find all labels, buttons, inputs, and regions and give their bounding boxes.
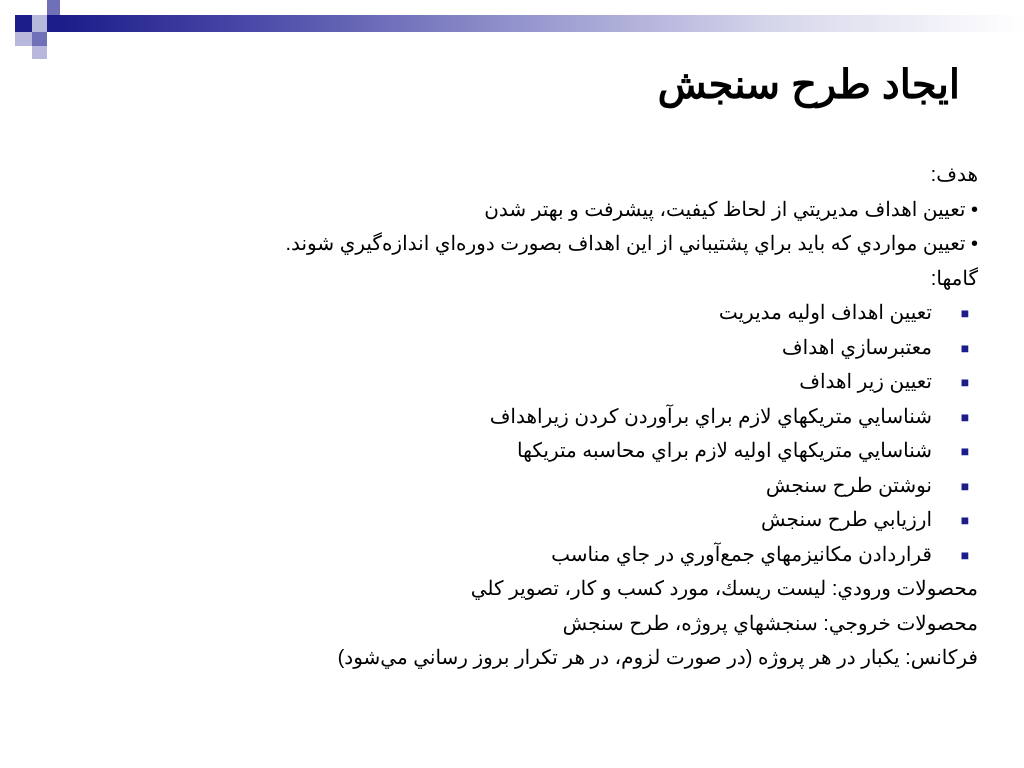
square-bullet-icon: ■ <box>960 374 970 390</box>
square-bullet-icon: ■ <box>960 408 970 425</box>
goal-heading: هدف: <box>930 164 978 186</box>
header-gradient-bar <box>60 15 1024 32</box>
square-bullet-icon: ■ <box>960 443 970 459</box>
slide-title: ايجاد طرح سنجش <box>657 63 960 107</box>
slide-body <box>78 158 978 676</box>
output-products: محصولات خروجي: سنجشهاي پروژه، طرح سنجش <box>562 612 978 635</box>
step-text: شناسايي متريكهاي لازم براي برآوردن كردن زيراهداف <box>489 405 932 428</box>
decor-square <box>47 15 60 32</box>
square-bullet-icon: ■ <box>960 546 970 563</box>
decor-square <box>32 32 47 46</box>
goal-item: • تعيين اهداف مديريتي از لحاظ كيفيت، پيشرفت و بهتر شدن <box>484 198 978 221</box>
step-item <box>78 434 978 469</box>
goal-item: • تعيين مواردي كه بايد براي پشتيباني از اين اهداف بصورت دوره‌اي اندازه‌گيري شوند. <box>285 233 978 255</box>
decor-square <box>15 32 32 46</box>
step-item <box>78 331 978 366</box>
decor-square <box>15 15 32 32</box>
input-products: محصولات ورودي: ليست ريسك، مورد كسب و كار، تصوير كلي <box>470 578 978 600</box>
step-item <box>78 400 978 435</box>
decor-square <box>47 0 60 15</box>
step-item <box>78 296 978 331</box>
decor-square <box>32 15 47 32</box>
square-bullet-icon: ■ <box>960 512 970 528</box>
slide-header-decoration <box>0 0 1024 62</box>
step-text: معتبرسازي اهداف <box>781 336 932 359</box>
step-item <box>78 365 978 400</box>
square-bullet-icon: ■ <box>960 339 970 356</box>
decor-square <box>32 46 47 59</box>
step-item <box>78 469 978 504</box>
steps-heading: گامها: <box>930 267 978 290</box>
square-bullet-icon: ■ <box>960 305 970 321</box>
step-text: تعيين اهداف اوليه مديريت <box>718 302 932 324</box>
step-text: شناسايي متريكهاي اوليه لازم براي محاسبه متريكها <box>517 440 932 462</box>
square-bullet-icon: ■ <box>960 477 970 494</box>
step-item <box>78 503 978 538</box>
step-item <box>78 538 978 573</box>
step-text: قراردادن مكانيزمهاي جمع‌آوري در جاي مناسب <box>551 543 932 566</box>
frequency: فركانس: يكبار در هر پروژه (در صورت لزوم، در هر تكرار بروز رساني مي‌شود) <box>337 647 978 669</box>
step-text: ارزيابي طرح سنجش <box>761 509 932 531</box>
step-text: نوشتن طرح سنجش <box>765 474 932 497</box>
step-text: تعيين زير اهداف <box>799 371 932 393</box>
